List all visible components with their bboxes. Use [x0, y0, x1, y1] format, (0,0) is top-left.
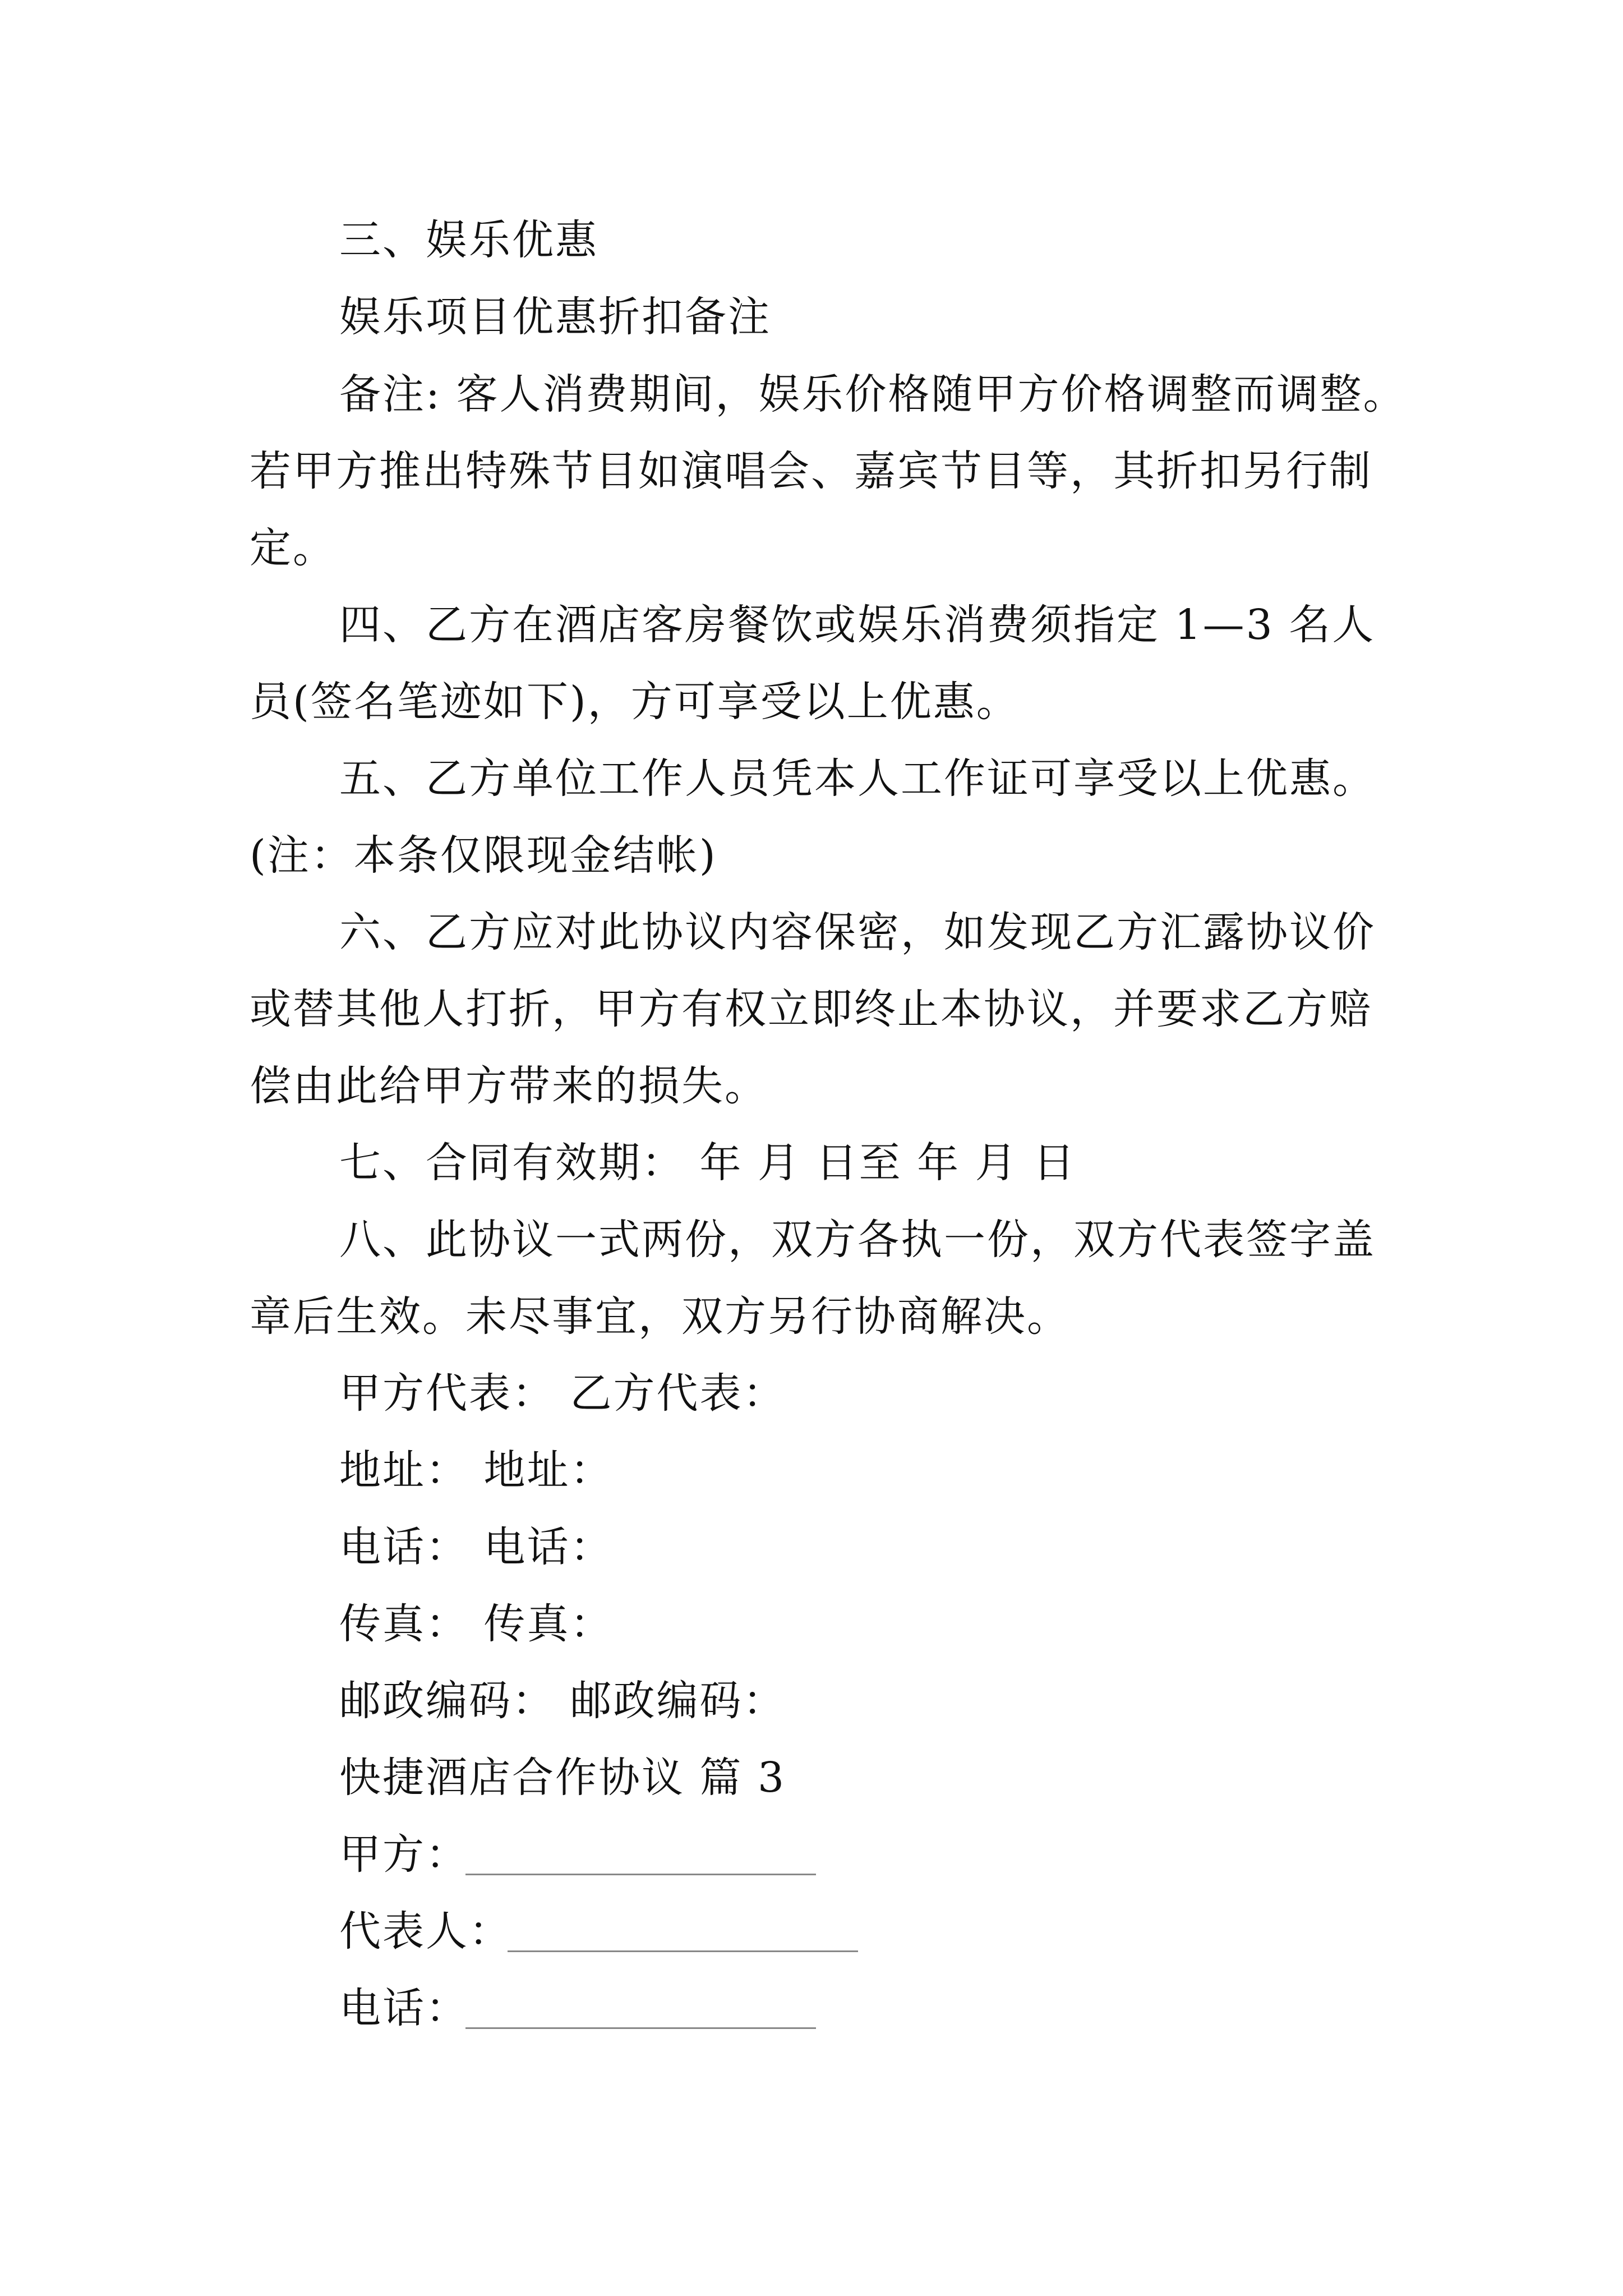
paragraph-line: 若甲方推出特殊节目如演唱会、嘉宾节目等，其折扣另行制 — [250, 447, 1372, 495]
paragraph-line: 或替其他人打折，甲方有权立即终止本协议，并要求乙方赔 — [250, 985, 1372, 1033]
representative-blank-line — [508, 1950, 858, 1952]
signature-address: 地址： 地址： — [339, 1446, 614, 1494]
paragraph-line: 员(签名笔迹如下)，方可享受以上优惠。 — [250, 678, 1020, 726]
paragraph-line: 六、乙方应对此协议内容保密，如发现乙方汇露协议价 — [339, 908, 1376, 956]
signature-postcode: 邮政编码： 邮政编码： — [339, 1677, 786, 1725]
paragraph-line: 娱乐项目优惠折扣备注 — [339, 293, 771, 341]
document-title-part3: 快捷酒店合作协议 篇 3 — [339, 1754, 786, 1802]
paragraph-line: 偿由此给甲方带来的损失。 — [250, 1062, 768, 1110]
signature-representatives: 甲方代表： 乙方代表： — [339, 1369, 786, 1418]
paragraph-line: 章后生效。未尽事宜，双方另行协商解决。 — [250, 1292, 1070, 1341]
contract-validity-line: 七、合同有效期： 年 月 日至 年 月 日 — [339, 1139, 1077, 1187]
paragraph-line: 定。 — [250, 524, 336, 572]
paragraph-line: 八、此协议一式两份，双方各执一份，双方代表签字盖 — [339, 1216, 1376, 1264]
paragraph-line: (注：本条仅限现金结帐) — [250, 831, 717, 880]
representative-label: 代表人： — [339, 1907, 512, 1955]
phone-label: 电话： — [339, 1984, 469, 2032]
signature-phone: 电话： 电话： — [339, 1523, 614, 1571]
section-heading-entertainment: 三、娱乐优惠 — [339, 216, 598, 264]
party-a-blank-line — [465, 1874, 816, 1875]
phone-blank-line — [465, 2027, 816, 2029]
signature-fax: 传真： 传真： — [339, 1600, 614, 1648]
party-a-label: 甲方： — [339, 1830, 469, 1879]
paragraph-line: 备注: 客人消费期间，娱乐价格随甲方价格调整而调整。 — [339, 370, 1407, 418]
paragraph-line: 四、乙方在酒店客房餐饮或娱乐消费须指定 1—3 名人 — [339, 601, 1376, 649]
paragraph-line: 五、乙方单位工作人员凭本人工作证可享受以上优惠。 — [339, 754, 1376, 803]
